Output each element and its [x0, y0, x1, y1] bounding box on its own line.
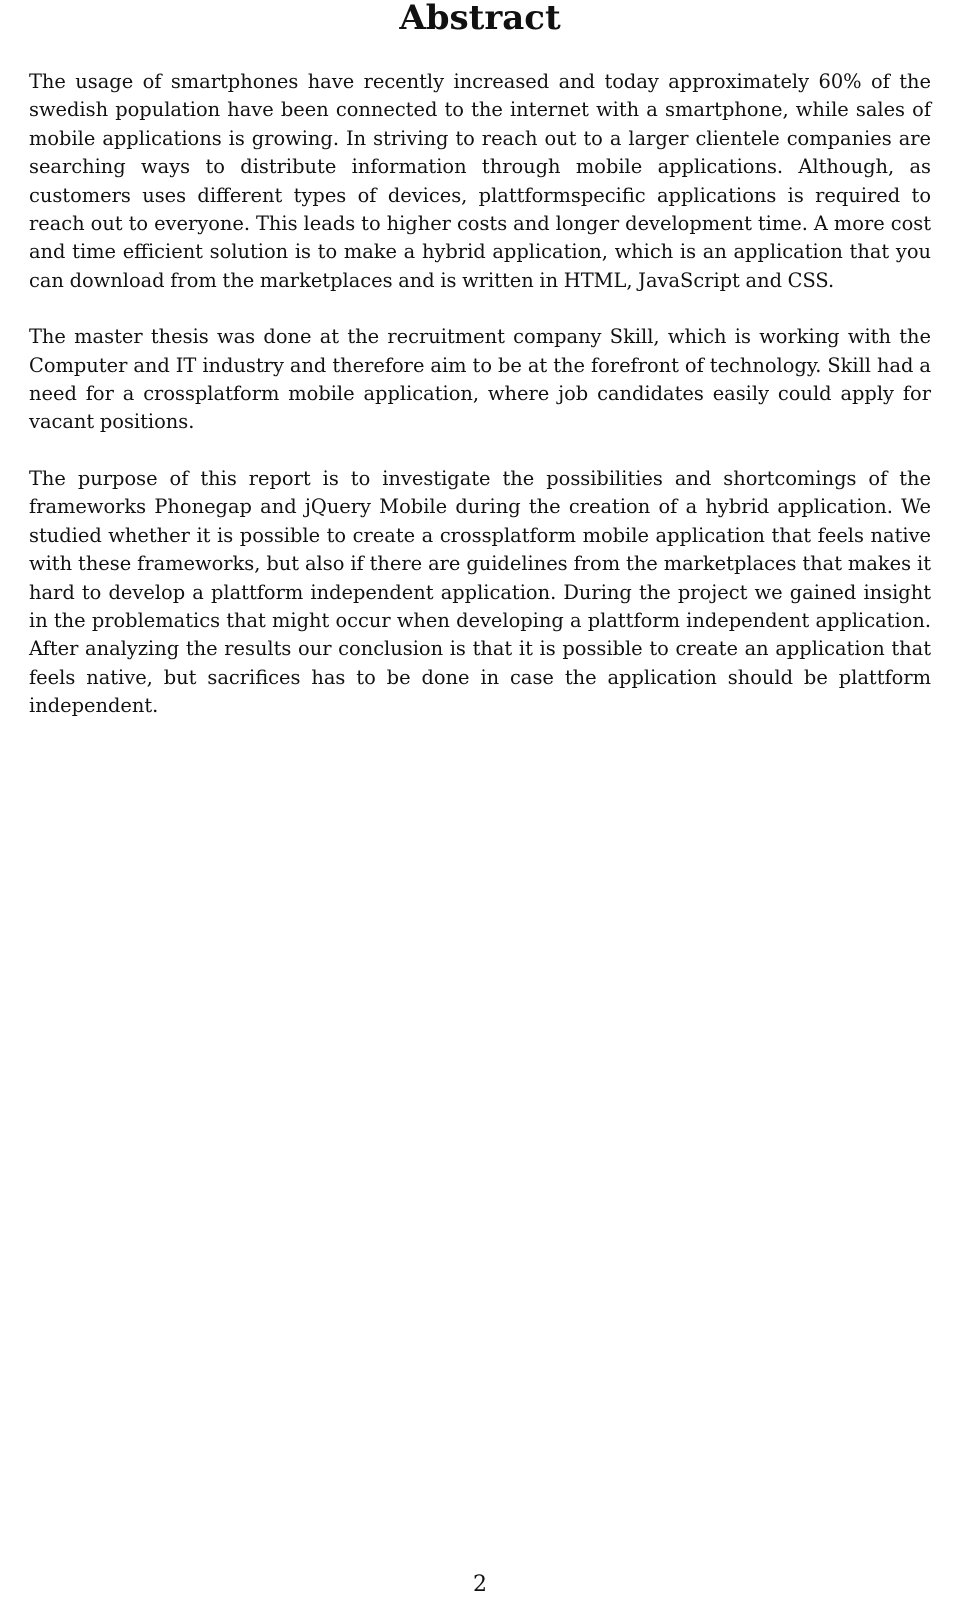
abstract-paragraph-2: The master thesis was done at the recruitment company Skill, which is working with the Computer and IT industry and therefore aim to be at the forefront of technology. Skill had a need for a crossplatform mobile application, where job candidates easily could apply for vacant positions.	[29, 325, 931, 434]
page-number: 2	[473, 1572, 487, 1597]
abstract-paragraph-3: The purpose of this report is to investigate the possibilities and shortcomings of the frameworks Phonegap and jQuery Mobile during the creation of a hybrid application. We studied whether it is possible to create a crossplatform mobile application that feels native with these frameworks, but also if there are guidelines from the marketplaces that makes it hard to develop a plattform independent application. During the project we gained insight in the problematics that might occur when developing a plattform independent application. After analyzing the results our conclusion is that it is possible to create an application that feels native, but sacrifices has to be done in case the application should be plattform independent.	[29, 466, 931, 718]
abstract-paragraph-1: The usage of smartphones have recently increased and today approximately 60% of the swedish population have been connected to the internet with a smartphone, while sales of mobile applications is growing. In striving to reach out to a larger clientele companies are searching ways to distribute information through mobile applications. Although, as customers uses different types of devices, plattformspecific applications is required to reach out to everyone. This leads to higher costs and longer development time. A more cost and time efficient solution is to make a hybrid application, which is an application that you can download from the marketplaces and is written in HTML, JavaScript and CSS.	[29, 70, 931, 292]
page-title: Abstract	[399, 0, 561, 38]
abstract-body	[29, 68, 931, 749]
